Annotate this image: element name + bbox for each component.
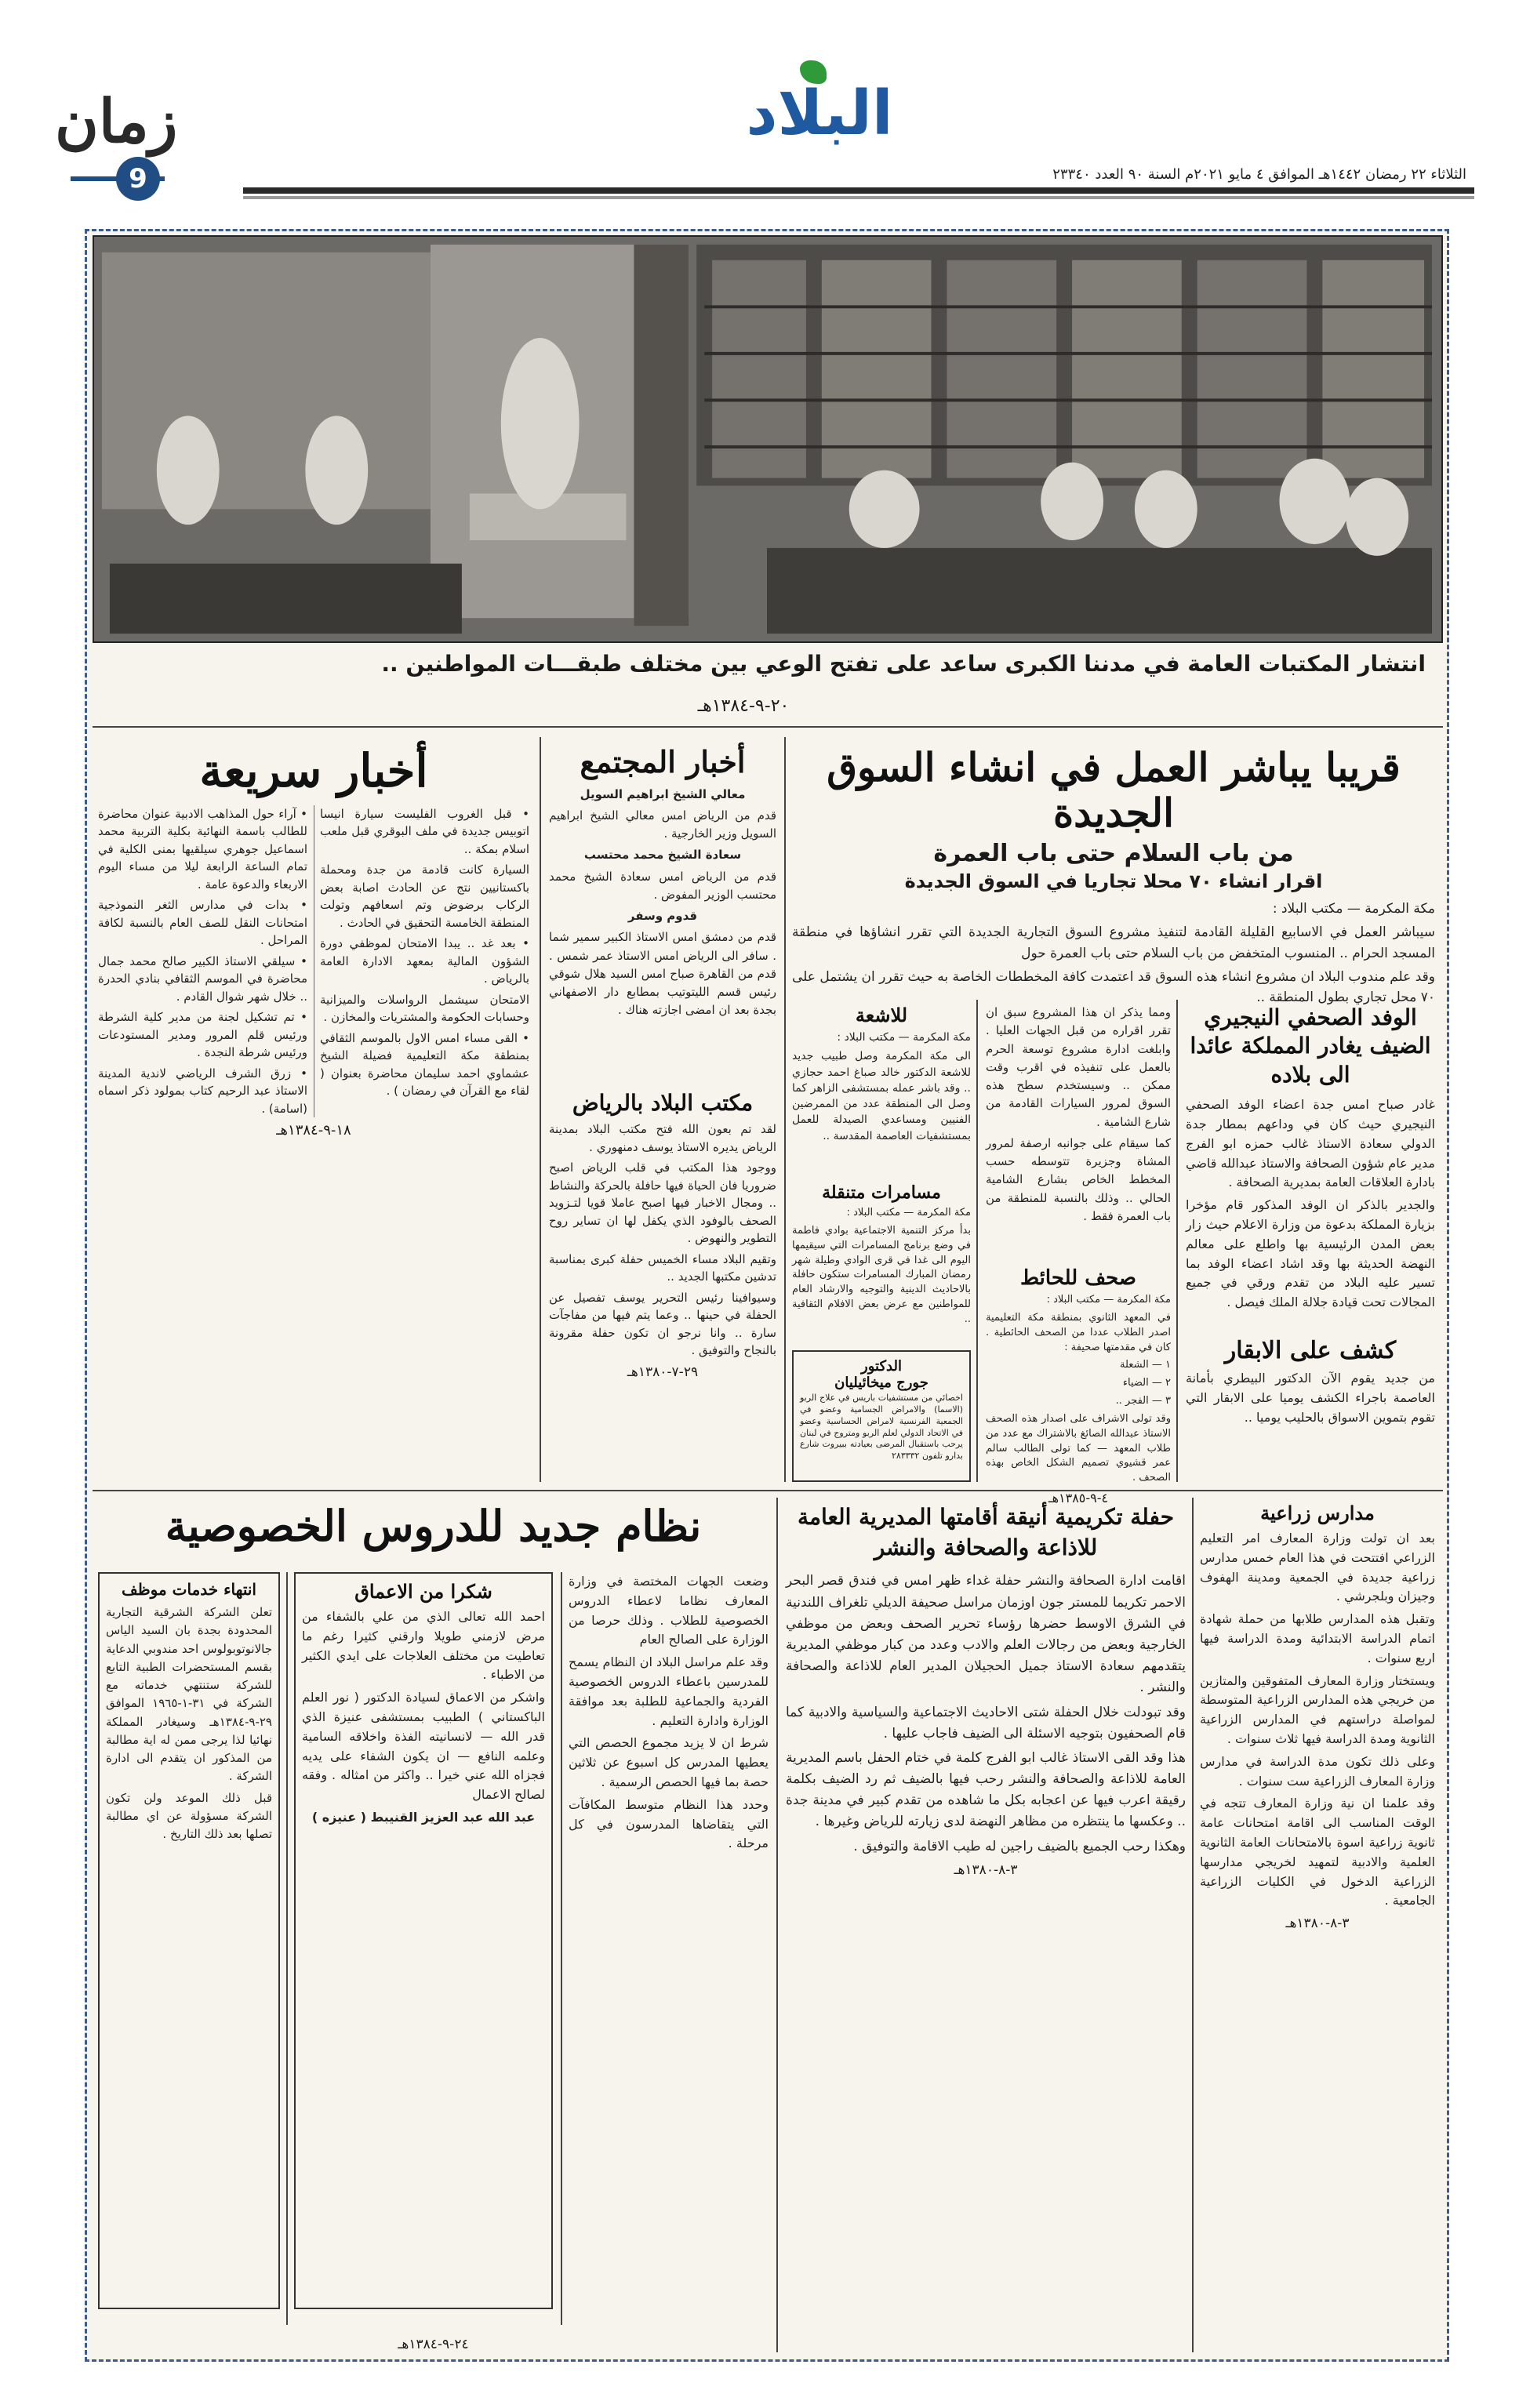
article-subhead: من باب السلام حتى باب العمرة [933,840,1294,867]
paragraph: والجدير بالذكر ان الوفد المذكور قام مؤخرا بزيارة المملكة بدعوة من وزارة الاعلام حيث زار بعض المدن الرئيسية بها واطلع على معالم النهضة الحديثة بها وقد اشاد اعضاء الوفد بما تسير عليه البلاد من تقدم ورقي في جميع المجالات تحت قيادة جلالة الملك فيصل . [1186,1197,1435,1310]
photo-caption: انتشار المكتبات العامة في مدننا الكبرى ساعد على تفتح الوعي بين مختلف طبقـــات المواطنين .. [381,651,1426,677]
paragraph: وقد علم مراسل البلاد ان النظام يسمح للمدرسين باعطاء الدروس الخصوصية الفردية والجماعية للطلبة بعد موافقة الوزارة وادارة التعليم . [569,1654,769,1728]
news-item-title: سعادة الشيخ محمد محتسب [583,848,742,863]
paragraph: تعلن الشركة الشرقية التجارية المحدودة بجدة بان السيد الياس جالانوتوبولوس احد مندوبي الدعاية بقسم المستحضرات الطبية التابع للشركة ستنتهي خدماته مع الشركة في ٣١-١-١٩٦٥ الموافق ٢٩-٩-١٣٨٤هـ وسيغادر المملكة نهائيا لذا يرجى ممن له اية مطالبة من المذكور ان يتقدم الى ادارة الشركة . [106,1605,272,1784]
article-cattle-inspection [1186,1337,1435,1482]
paragraph: وقد علم مندوب البلاد ان مشروع انشاء هذه السوق قد اعتمدت كافة المخططات الخاصة به حيث تقرر ان يشتمل على ٧٠ محل تجاري بطول المنطقة .. [792,969,1435,1006]
article-thanks [294,1572,553,2309]
paragraph: اقامت ادارة الصحافة والنشر حفلة غداء ظهر امس في فندق قصر البحر الاحمر تكريما للمستر جون اوزمان مراسل صحيفة الديلي تلغراف اللندنية في الشرق الاوسط حضرها رؤساء تحرير الصحف وبعض من موظفي الخارجية وبعض من رجالات العلم والادب وعدد من كبار موظفي المديرية يتقدمهم سعادة الاستاذ جميل الحجيلان المدير العام للاذاعة والصحافة والنشر . [786,1573,1186,1696]
paragraph: • زرق الشرف الرياضي لاندية المدينة الاستاذ عبد الرحيم كتاب بمولود ذكر اسماه (اسامة) . [98,1066,307,1116]
article-body [792,1206,971,1327]
section-title: زمان [55,86,178,156]
paragraph: سيباشر العمل في الاسابيع القليلة القادمة لتنفيذ مشروع السوق التجارية الجديدة التي تقرر انشاؤها في منطقة المسجد الحرام .. المنسوب المتخفض من باب السلام حتى باب العمرة حول [792,924,1435,961]
paragraph: الامتحان سيشمل الرواسلات والميزانية وحسابات الحكومة والمشتريات والمخازن . [320,992,529,1025]
article-date: ٣-٨-١٣٨٠هـ [1285,1916,1350,1932]
article-body [1200,1529,1435,1911]
paragraph: وسيوافينا رئيس التحرير يوسف تفصيل عن الحفلة في حينها .. وعما يتم فيها من مفاجآت سارة .. وانا نرجو ان تكون حفلة مقرونة بالنجاح والتوفيق . [549,1290,776,1357]
article-mobile-evenings [792,1182,971,1347]
page-header [0,0,1519,205]
notice-headline: انتهاء خدمات موظف [122,1580,256,1599]
paragraph: واشكر من الاعماق لسيادة الدكتور ( نور العلم الباكستاني ) الطبيب بمستشفى عنيزة الذي قدر الله — لانسانيته الفذة واخلاقه السامية وعلمه النافع — ان يكون الشفاء على يديه فجزاه الله عني خيرا .. واكثر من امثاله . وفقه لصالح الاعمال [302,1690,545,1803]
paragraph: بعد ان تولت وزارة المعارف امر التعليم الزراعي افتتحت في هذا العام خمس مدارس زراعية جديدة في الجمعية ومدينة الهفوف وجيزان وبلجرشي . [1200,1531,1435,1604]
issue-dateline: الثلاثاء ٢٢ رمضان ١٤٤٢هـ الموافق ٤ مايو ٢٠٢١م السنة ٩٠ العدد ٢٣٣٤٠ [1052,166,1466,183]
article-date: ٣-٨-١٣٨٠هـ [954,1861,1018,1878]
article-headline: الوفد الصحفي النيجيري الضيف يغادر المملكة عائدا الى بلاده [1190,1004,1431,1088]
article-headline: أخبار سريعة [199,744,428,797]
article-headline: صحف للحائط [1020,1266,1136,1290]
news-item-title: قدوم وسفر [627,909,698,924]
article-columns [98,1572,769,2348]
section-divider [93,726,1443,728]
paragraph: مكة المكرمة — مكتب البلاد : [1046,1294,1171,1306]
article-headline: نظام جديد للدروس الخصوصية [165,1501,702,1551]
article-haram-expansion [986,1004,1171,1262]
article-body [98,805,529,1118]
article-body [986,1004,1171,1226]
paragraph: • سيلقي الاستاذ الكبير صالح محمد جمال محاضرة في الموسم الثقافي بنادي الحدرة .. خلال شهر شوال القادم . [98,953,307,1004]
article-new-souq [792,744,1435,1006]
paragraph: • تم تشكيل لجنة من مدير كلية الشرطة ورئيس قلم المرور ومدير المستودعات ورئيس شرطة النجدة . [98,1010,307,1060]
article-agricultural-schools [1200,1502,1435,2352]
paragraph: احمد الله تعالى الذي من علي بالشفاء من مرض لازمني طويلا وارقني كثيرا رغم ما تعاطيت من مختلف العلاجات على ايدي الكثير من الاطباء . [302,1609,545,1683]
column-divider [1176,1000,1178,1482]
article-body [549,786,776,1020]
paragraph: ويستختار وزارة المعارف المتفوقين والمتازين من خريجي هذه المدارس الزراعية المتوسطة لمواصلة دراستهم في المدارس الزراعية الثانوية ومدة الدراسة فيها ثلاث سنوات . [1200,1673,1435,1746]
article-date: ٢٤-٩-١٣٨٤هـ [398,2337,469,2352]
paragraph: • القى مساء امس الاول بالموسم الثقافي بمنطقة مكة التعليمية فضيلة الشيخ عشماوي احمد سليمان محاضرة بعنوان ( لقاء مع القرآن في رمضان ) . [320,1030,529,1099]
news-item-title: معالي الشيخ ابراهيم السويل [580,786,746,801]
paragraph: وقد تبودلت خلال الحفلة شتى الاحاديث الاجتماعية والسياسية والادبية كما قام الصحفيون بتوجيه الاسئلة الى الضيف فاجاب عليها . [786,1704,1186,1742]
article-nigerian-press [1186,1004,1435,1333]
photo-date: ٢٠-٩-١٣٨٤هـ [697,696,790,716]
signature: عبد الله عبد العزيز القنيبط ( عنيزه ) [311,1809,536,1825]
paragraph: غادر صباح امس جدة اعضاء الوفد الصحفي النيجيري حيث كان في وداعهم بمطار جدة الدولي سعادة الاستاذ غالب حمزه ابو الفرج مدير عام شؤون الصحافة والاستاذ عبدالله قاضي بادارة العلاقات العامة بمديرية الصحافة . [1186,1097,1435,1190]
paragraph: • بعد غد .. يبدا الامتحان لموظفي دورة الشؤون المالية بمعهد الادارة العامة بالرياض . [320,936,529,986]
ad-doctor-name: جورج ميخائيليان [834,1375,928,1391]
paragraph: ووجود هذا المكتب في قلب الرياض اصبح ضروريا فان الحياة فيها حافلة بالحركة والنشاط .. ومجال الاخبار فيها اصبح عاملا قويا لتـزويد الصحف بالوفود الذي يكفل لها ان تساير روح التطوير والنهوض . [549,1160,776,1245]
article-riyadh-office [549,1090,776,1482]
paragraph: مكة المكرمة — مكتب البلاد : [837,1031,971,1044]
article-body [792,1030,971,1144]
paragraph: • آراء حول المذاهب الادبية عنوان محاضرة للطالب باسمة النهائية بكلية التربية محمد اسماعيل جوهري سيلقيها بمنى الكلية في تمام الساعة الرابعة ليلا من مساء اليوم الاربعاء والدعوة عامة . [98,806,307,892]
article-radiology [792,1004,971,1180]
paragraph: وتقبل هذه المدارس طلابها من حملة شهادة اتمام الدراسة الابتدائية ومدة الدراسة فيها اربع سنوات . [1200,1611,1435,1665]
article-date: ٤-٩-١٣٨٥هـ [1048,1491,1109,1506]
column-divider [776,1498,778,2352]
paragraph: ٣ — الفجر .. [1115,1395,1171,1407]
ad-title: الدكتور [861,1358,902,1375]
paragraph: ١ — الشعلة [1120,1359,1171,1371]
article-headline: أخبار المجتمع [580,744,746,779]
news-item-text: قدم من الرياض امس سعادة الشيخ محمد محتسب الوزير المفوض . [549,869,776,902]
newspaper-logo [745,74,894,161]
article-body [549,1120,776,1360]
paragraph: وقد تولى الاشراف على اصدار هذه الصحف الاستاذ عبدالله الصائغ بالاشتراك مع عدد من طلاب المعهد — كما تولى الطالب سالم عمر قشيوي تصميم الشكل الخاص بهذه الصحف . [986,1412,1171,1484]
paragraph: وتقيم البلاد مساء الخميس حفلة كبرى بمناسبة تدشين مكتبها الجديد .. [549,1251,776,1284]
paragraph: ومما يذكر ان هذا المشروع سبق ان تقرر اقراره من قبل الجهات العليا . وابلغت ادارة مشروع توسعة الحرم بالعمل على تنفيذه في اقرب وقت ممكن .. وسيستخدم سطح هذه السوق لمرور السيارات القادمة من شارع الشامية . [986,1005,1171,1129]
header-rule [243,187,1474,194]
header-rule-secondary [243,196,1474,199]
article-private-lessons [98,1502,769,2352]
bookcase-shelves [696,245,1432,486]
paragraph: كما سيقام على جوانبه ارصفة لمرور المشاة وجزيرة تتوسطه حسب المخطط الخاص بشارع الشامية الحالي .. وذلك بالنسبة للمنطقة من باب العمرة فقط . [986,1135,1171,1223]
section-divider [93,1490,1443,1491]
paragraph: ٢ — الضياء [1122,1377,1171,1389]
article-subhead: اقرار انشاء ٧٠ محلا تجاريا في السوق الجديدة [904,870,1323,892]
page-number-badge: 9 [116,157,160,201]
notice-employee [98,1572,280,2309]
paragraph: السيارة كانت قادمة من جدة ومحملة باكستانيين نتج عن الحادث اصابة بعض الركاب برضوض وتم اسعافهم وتولت المنطقة الخامسة التحقيق في الحادث . [320,863,529,930]
article-headline: كشف على الابقار [1224,1337,1397,1364]
paragraph: قبل ذلك الموعد ولن تكون الشركة مسؤولة عن اي مطالبة تصلها بعد ذلك التاريخ . [106,1790,272,1841]
article-headline: مدارس زراعية [1260,1502,1375,1524]
paragraph: • بدات في مدارس الثغر النموذجية امتحانات النقل للصف العام بالنسبة لكافة المراحل . [98,898,307,948]
article-headline: قريبا يباشر العمل في انشاء السوق الجديدة [827,744,1401,836]
article-honor-party [786,1502,1186,2352]
paragraph: من جديد يقوم الآن الدكتور البيطري بأمانة العاصمة باجراء الكشف يوميا على الابقار التي تقوم بتموين الاسواق بالحليب يوميا .. [1186,1371,1435,1425]
logo-text: البلاد [746,78,893,149]
paragraph: وعلى ذلك تكون مدة الدراسة في مدارس وزارة المعارف الزراعية ست سنوات . [1200,1753,1435,1789]
article-body [786,1571,1186,1857]
article-body [302,1607,545,1828]
column-divider [1192,1498,1194,2352]
article-society-news [549,745,776,1082]
paragraph: وضعت الجهات المختصة في وزارة المعارف نظاما لاعطاء الدروس الخصوصية للطلاب . وذلك حرصا من الوزارة على الصالح العام [569,1574,769,1647]
paragraph: بدأ مركز التنمية الاجتماعية بوادي فاطمة في وضع برنامج المسامرات التي سيقيمها اليوم الى غدا في قرى الوادي وطيلة شهر رمضان المبارك المسامرات ستكون حافلة بالاحاديث الدينية والتوجيه والارشاد العام للمواطنين مع عرض بعض الافلام الثقافية .. [792,1224,971,1325]
paragraph: الى مكة المكرمة وصل طبيب جديد للاشعة الدكتور خالد صباغ احمد حجازي .. وقد باشر عمله بمستشفى الزاهر كما وصل الى المنطقة عدد من الممرضين الفنيين ومساعدي الصيدلة للعمل بمستشفيات العاصمة المقدسة .. [792,1050,971,1142]
paragraph: وهكذا رحب الجميع بالضيف راجين له طيب الاقامة والتوفيق . [853,1838,1186,1854]
news-item-text: قدم من الرياض امس معالي الشيخ ابراهيم السويل وزير الخارجية . [549,808,776,841]
article-body [792,899,1435,1008]
paragraph: مكة المكرمة — مكتب البلاد : [846,1207,971,1219]
ad-body [800,1393,963,1462]
article-headline: حفلة تكريمية أنيقة أقامتها المديرية العامة للاذاعة والصحافة والنشر [797,1504,1175,1561]
paragraph: وقد علمنا ان نية وزارة المعارف تتجه في الوقت المناسب الى اقامة امتحانات عامة ثانوية زراعية اسوة بالامتحانات العامة الثانوية العلمية والادبية لتمهيد لخريجي مدارسها الزراعية الدخول في الكليات الزراعية الجامعية . [1200,1796,1435,1909]
paragraph: وحدد هذا النظام متوسط المكافآت التي يتقاضاها المدرسون في كل مرحلة . [569,1796,769,1851]
article-body [1186,1095,1435,1313]
notice-body [106,1604,272,1843]
column-divider [286,1572,288,2325]
paragraph: • قبل الغروب الفليست سيارة انيسا اتوبيس جديدة في ملف البوقري قبل ملعب اسلام بمكة .. [320,806,529,856]
article-headline: مكتب البلاد بالرياض [572,1090,754,1116]
column-divider [976,1000,978,1482]
article-date: ١٨-٩-١٣٨٤هـ [276,1122,351,1139]
paragraph: شرط ان لا يزيد مجموع الحصص التي يعطيها المدرس كل اسبوع عن ثلاثين حصة بما فيها الحصص الرسمية . [569,1735,769,1789]
article-quick-news [98,745,529,1482]
library-photo [93,235,1443,643]
column-divider [784,737,786,1482]
paragraph: لقد تم بعون الله فتح مكتب البلاد بمدينة الرياض يديره الاستاذ يوسف دمنهوري . [549,1122,776,1154]
ad-doctor [792,1350,971,1482]
column-divider [561,1572,562,2325]
article-body [986,1293,1171,1486]
paragraph: اخصائي من مستشفيات باريس في علاج الربو (الاسما) والامراض الجسامية وعضو في الجمعية الفرنسية لامراض الحساسية وعضو في الاتحاد الدولي لعلم الربو ومتروج في لبنان يرحب باستقبال المرضى بعيادته ببيروت شارع بدارو تلفون ٢٨٣٣٣٢ [800,1393,963,1462]
article-body [1186,1369,1435,1427]
article-body [569,1572,769,2325]
library-photo-block [93,235,1443,729]
article-headline: شكرا من الاعماق [354,1580,492,1603]
paragraph: في المعهد الثانوي بمنطقة مكة التعليمية اصدر الطلاب عددا من الصحف الحائطية . كان في مقدمتها صحيفة : [986,1311,1171,1353]
paragraph: هذا وقد القى الاستاذ غالب ابو الفرج كلمة في ختام الحفل باسم المديرية العامة للاذاعة والصحافة والنشر رحب فيها بالضيف ثم رد الضيف بكلمة رقيقة اعرب فيها عن اعجابه بكل ما شاهده من تقدم كبير في مدينة جدة .. وعكسها ما ينتظره من مظاهر النهضة لدى زيارته للرياض وغيرها . [786,1749,1186,1830]
column-divider [540,737,541,1482]
article-wall-papers [986,1266,1171,1506]
article-date: ٢٩-٧-١٣٨٠هـ [627,1364,699,1380]
news-item-text: قدم من دمشق امس الاستاذ الكبير سمير شما . سافر الى الرياض امس الاستاذ عمر شمس . قدم من القاهرة صباح امس السيد هلال شوقي رئيس قسم الليتوتيب بمطابع دار الاصفهاني بجدة بعد ان امضى اجازته هناك . [549,930,776,1018]
article-headline: للاشعة [855,1004,908,1026]
article-headline: مسامرات متنقلة [822,1182,941,1203]
paragraph: مكة المكرمة — مكتب البلاد : [1272,901,1435,917]
